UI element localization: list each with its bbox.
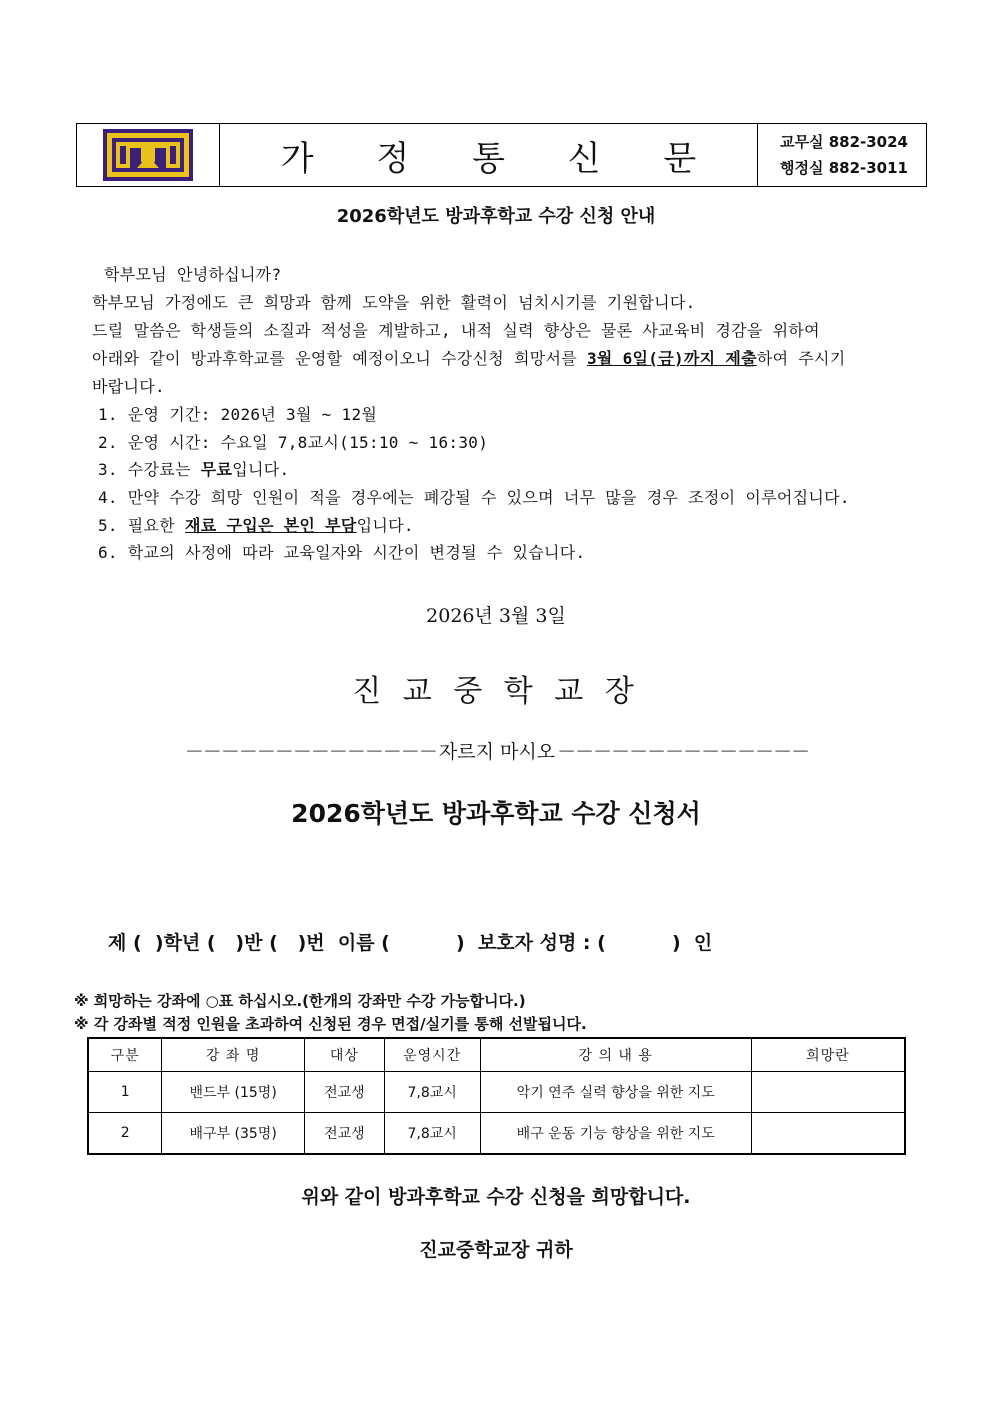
row-course: 밴드부 (15명) <box>162 1072 305 1113</box>
row-target: 전교생 <box>304 1113 384 1155</box>
note-selection: ※ 각 강좌별 적정 인원을 초과하여 신청된 경우 면접/실기를 통해 선발됩니다. <box>74 1015 587 1033</box>
table-header-row <box>88 1038 905 1072</box>
contact-academic-office: 교무실 882-3024 <box>780 133 908 151</box>
school-emblem-icon <box>103 129 193 181</box>
principal-title: 진 교 중 학 교 장 <box>352 674 640 709</box>
list-item-schedule-change: 6. 학교의 사정에 따라 교육일자와 시간이 변경될 수 있습니다. <box>98 543 586 562</box>
row-number: 1 <box>88 1072 162 1113</box>
row-number: 2 <box>88 1113 162 1155</box>
header-time: 운영시간 <box>384 1038 480 1072</box>
contact-admin-office: 행정실 882-3011 <box>780 159 908 177</box>
greeting: 학부모님 안녕하십니까? <box>104 265 282 284</box>
paragraph-2-text-end: 하여 주시기 <box>756 349 846 368</box>
cut-line-label: 자르지 마시오 <box>438 741 556 763</box>
notice-date: 2026년 3월 3일 <box>426 605 566 627</box>
list-item-cancellation: 4. 만약 수강 희망 인원이 적을 경우에는 폐강될 수 있으며 너무 많을 경우 조정이 이루어집니다. <box>98 488 850 507</box>
table-row <box>88 1113 905 1155</box>
fee-text: 3. 수강료는 <box>98 460 201 479</box>
row-time: 7,8교시 <box>384 1072 480 1113</box>
row-target: 전교생 <box>304 1072 384 1113</box>
paragraph-2-line-1: 드릴 말씀은 학생들의 소질과 적성을 계발하고, 내적 실력 향상은 물론 사교육비 경감을 위하여 <box>92 321 820 340</box>
header-target: 대상 <box>304 1038 384 1072</box>
materials-text-end: 입니다. <box>356 516 414 535</box>
letter-header <box>76 123 927 187</box>
notice-heading: 2026학년도 방과후학교 수강 신청 안내 <box>336 206 656 227</box>
student-info-line: 제 ( )학년 ( )반 ( )번 이름 ( ) 보호자 성명 : ( ) 인 <box>108 932 713 954</box>
header-content: 강 의 내 용 <box>480 1038 751 1072</box>
closing-statement: 위와 같이 방과후학교 수강 신청을 희망합니다. <box>301 1186 691 1208</box>
table-row <box>88 1072 905 1113</box>
list-item-materials <box>98 513 414 536</box>
deadline-text: 3월 6일(금)까지 제출 <box>586 349 757 368</box>
fee-free: 무료 <box>200 460 233 479</box>
choice-cell-band[interactable] <box>751 1072 905 1113</box>
list-item-period: 1. 운영 기간: 2026년 3월 ~ 12월 <box>98 405 378 424</box>
row-content: 배구 운동 기능 향상을 위한 지도 <box>480 1113 751 1155</box>
row-course: 배구부 (35명) <box>162 1113 305 1155</box>
paragraph-1: 학부모님 가정에도 큰 희망과 함께 도약을 위한 활력이 넘치시기를 기원합니다. <box>92 293 696 312</box>
materials-cost: 재료 구입은 본인 부담 <box>185 516 357 535</box>
paragraph-2-line-3: 바랍니다. <box>92 377 165 396</box>
contact-info <box>758 124 926 186</box>
header-course: 강 좌 명 <box>162 1038 305 1072</box>
paragraph-2-text: 아래와 같이 방과후학교를 운영할 예정이오니 수강신청 희망서를 <box>92 349 587 368</box>
note-choice: ※ 희망하는 강좌에 ○표 하십시오.(한개의 강좌만 수강 가능합니다.) <box>74 992 526 1010</box>
letter-title: 가 정 통 신 문 <box>220 124 758 186</box>
list-item-fee <box>98 457 289 480</box>
choice-cell-volleyball[interactable] <box>751 1113 905 1155</box>
row-content: 악기 연주 실력 향상을 위한 지도 <box>480 1072 751 1113</box>
form-heading: 2026학년도 방과후학교 수강 신청서 <box>291 799 701 828</box>
cut-line-left: －－－－－－－－－－－－－－ <box>184 741 437 763</box>
list-item-time: 2. 운영 시간: 수요일 7,8교시(15:10 ~ 16:30) <box>98 433 489 452</box>
header-number: 구분 <box>88 1038 162 1072</box>
paragraph-2-line-2 <box>92 346 846 369</box>
materials-text: 5. 필요한 <box>98 516 185 535</box>
course-table <box>87 1037 906 1155</box>
fee-text-end: 입니다. <box>232 460 290 479</box>
logo-cell <box>77 124 220 186</box>
addressee: 진교중학교장 귀하 <box>419 1239 573 1261</box>
cut-line <box>92 737 902 764</box>
header-choice: 희망란 <box>751 1038 905 1072</box>
cut-line-right: －－－－－－－－－－－－－－ <box>557 741 810 763</box>
row-time: 7,8교시 <box>384 1113 480 1155</box>
